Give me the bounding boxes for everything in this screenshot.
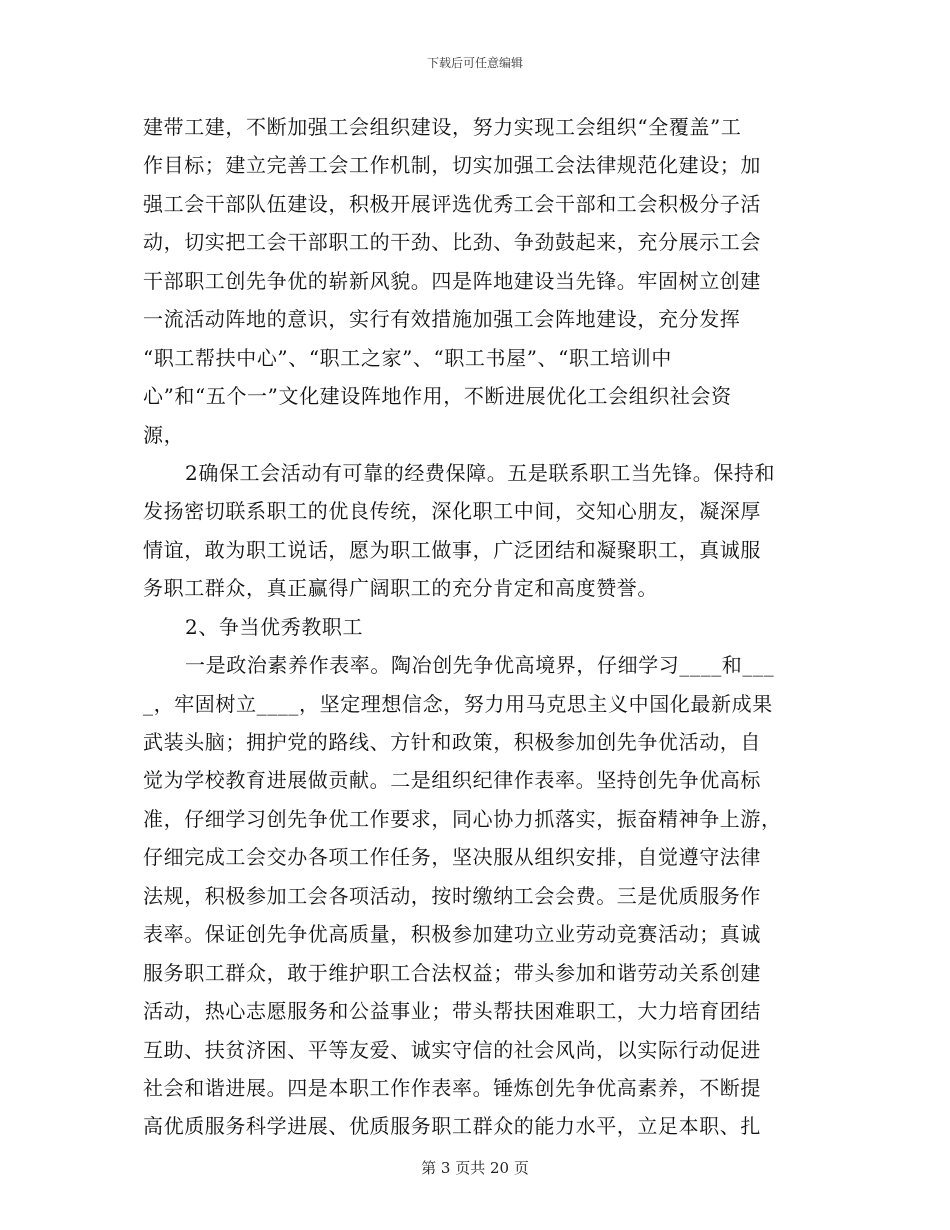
- text-line: 觉为学校教育进展做贡献。二是组织纪律作表率。坚持创先争优高标: [143, 768, 761, 793]
- text-line: 2确保工会活动有可靠的经费保障。五是联系职工当先锋。保持和: [185, 460, 776, 485]
- text-line: _，牢固树立____，坚定理想信念，努力用马克思主义中国化最新成果: [143, 691, 773, 716]
- document-body: [143, 108, 809, 1146]
- page-footer: 第 3 页共 20 页: [421, 1159, 529, 1177]
- text-line: 准，仔细学习创先争优工作要求，同心协力抓落实，振奋精神争上游，: [143, 806, 782, 831]
- text-line: “职工帮扶中心”、“职工之家”、“职工书屋”、“职工培训中: [143, 345, 672, 370]
- text-line: 一流活动阵地的意识，实行有效措施加强工会阵地建设，充分发挥: [143, 307, 741, 332]
- text-line: 建带工建，不断加强工会组织建设，努力实现工会组织“全覆盖”工: [143, 115, 742, 139]
- text-line: 法规，积极参加工会各项活动，按时缴纳工会会费。三是优质服务作: [143, 883, 761, 908]
- text-line: 源，: [143, 422, 185, 447]
- text-line: 一是政治素养作表率。陶冶创先争优高境界，仔细学习____和___: [185, 653, 775, 678]
- text-line: 动，切实把工会干部职工的干劲、比劲、争劲鼓起来，充分展示工会: [143, 230, 761, 255]
- text-line: 发扬密切联系职工的优良传统，深化职工中间，交知心朋友，凝深厚: [143, 499, 761, 524]
- text-line: 社会和谐进展。四是本职工作作表率。锤炼创先争优高素养，不断提: [143, 1075, 761, 1100]
- text-line: 互助、扶贫济困、平等友爱、诚实守信的社会风尚，以实际行动促进: [143, 1037, 761, 1062]
- text-line: 仔细完成工会交办各项工作任务，坚决服从组织安排，自觉遵守法律: [143, 845, 761, 870]
- text-line: 表率。保证创先争优高质量，积极参加建功立业劳动竞赛活动；真诚: [143, 922, 761, 947]
- text-line: 服务职工群众，敢于维护职工合法权益；带头参加和谐劳动关系创建: [143, 960, 761, 985]
- text-line: 武装头脑；拥护党的路线、方针和政策，积极参加创先争优活动，自: [143, 730, 761, 754]
- text-line: 强工会干部队伍建设，积极开展评选优秀工会干部和工会积极分子活: [143, 191, 761, 216]
- text-line: 高优质服务科学进展、优质服务职工群众的能力水平，立足本职、扎: [143, 1114, 761, 1139]
- text-line: 心”和“五个一”文化建设阵地作用，不断进展优化工会组织社会资: [143, 384, 732, 409]
- text-line: 干部职工创先争优的崭新风貌。四是阵地建设当先锋。牢固树立创建: [143, 268, 761, 293]
- text-line: 2、争当优秀教职工: [185, 614, 364, 639]
- text-line: 情谊，敢为职工说话，愿为职工做事，广泛团结和凝聚职工，真诚服: [143, 537, 761, 562]
- text-line: 作目标；建立完善工会工作机制，切实加强工会法律规范化建设；加: [143, 153, 761, 178]
- page-header: 下载后可任意编辑: [426, 56, 523, 70]
- text-line: 活动，热心志愿服务和公益事业；带头帮扶困难职工，大力培育团结: [143, 999, 761, 1024]
- text-line: 务职工群众，真正赢得广阔职工的充分肯定和高度赞誉。: [143, 576, 658, 601]
